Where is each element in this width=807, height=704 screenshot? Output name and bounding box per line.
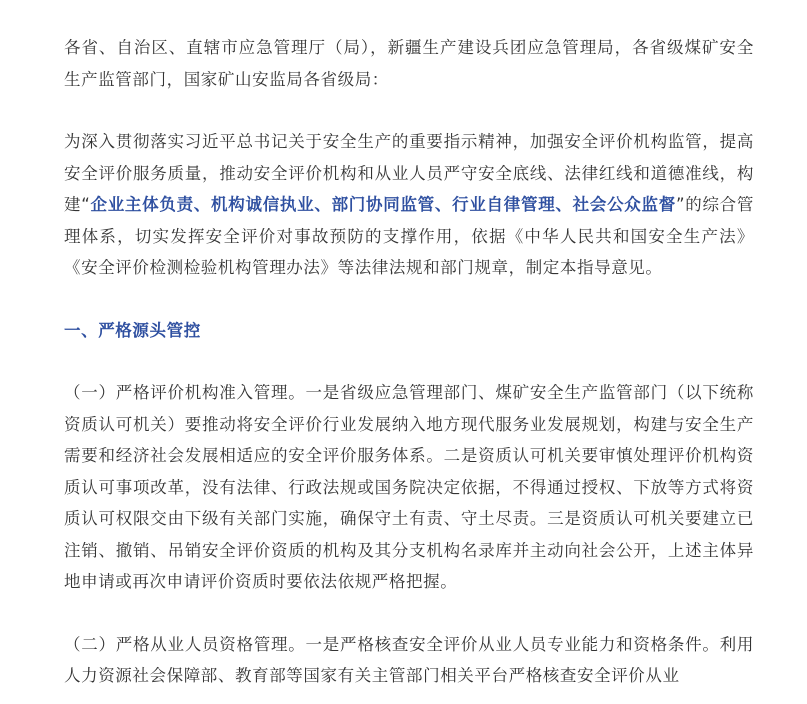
governance-system-highlight: 企业主体负责、机构诚信执业、部门协同监管、行业自律管理、社会公众监督 (90, 195, 676, 214)
intro-text-part2: ”的综合管理体系，切实发挥安全评价对事故预防的支撑作用，依据《中华人民共和国安全生产法》《安全评价检测检验机构管理办法》等法律法规和部门规章，制定本指导意见。 (64, 195, 754, 277)
section-heading: 一、严格源头管控 (64, 320, 201, 340)
intro-text-part1: 为深入贯彻落实习近平总书记关于安全生产的重要指示精神，加强安全评价机构监管，提高安全评价服务质量，推动安全评价机构和从业人员严守安全底线、法律红线和道德准线，构建“ (64, 132, 754, 214)
article-body (64, 32, 754, 692)
addressee-paragraph: 各省、自治区、直辖市应急管理厅（局），新疆生产建设兵团应急管理局，各省级煤矿安全生产监管部门，国家矿山安监局各省级局： (64, 38, 754, 89)
item-paragraph-2: （二）严格从业人员资格管理。一是严格核查安全评价从业人员专业能力和资格条件。利用人力资源社会保障部、教育部等国家有关主管部门相关平台严格核查安全评价从业 (64, 634, 754, 685)
item-paragraph-1: （一）严格评价机构准入管理。一是省级应急管理部门、煤矿安全生产监管部门（以下统称资质认可机关）要推动将安全评价行业发展纳入地方现代服务业发展规划，构建与安全生产需要和经济社会发展相适应的安全评价服务体系。二是资质认可机关要审慎处理评价机构资质认可事项改革，没有法律、行政法规或国务院决定依据，不得通过授权、下放等方式将资质认可权限交由下级有关部门实施，确保守土有责、守土尽责。三是资质认可机关要建立已注销、撤销、吊销安全评价资质的机构及其分支机构名录库并主动向社会公开，上述主体异地申请或再次申请评价资质时要依法依规严格把握。 (64, 383, 754, 591)
intro-paragraph (64, 126, 754, 284)
